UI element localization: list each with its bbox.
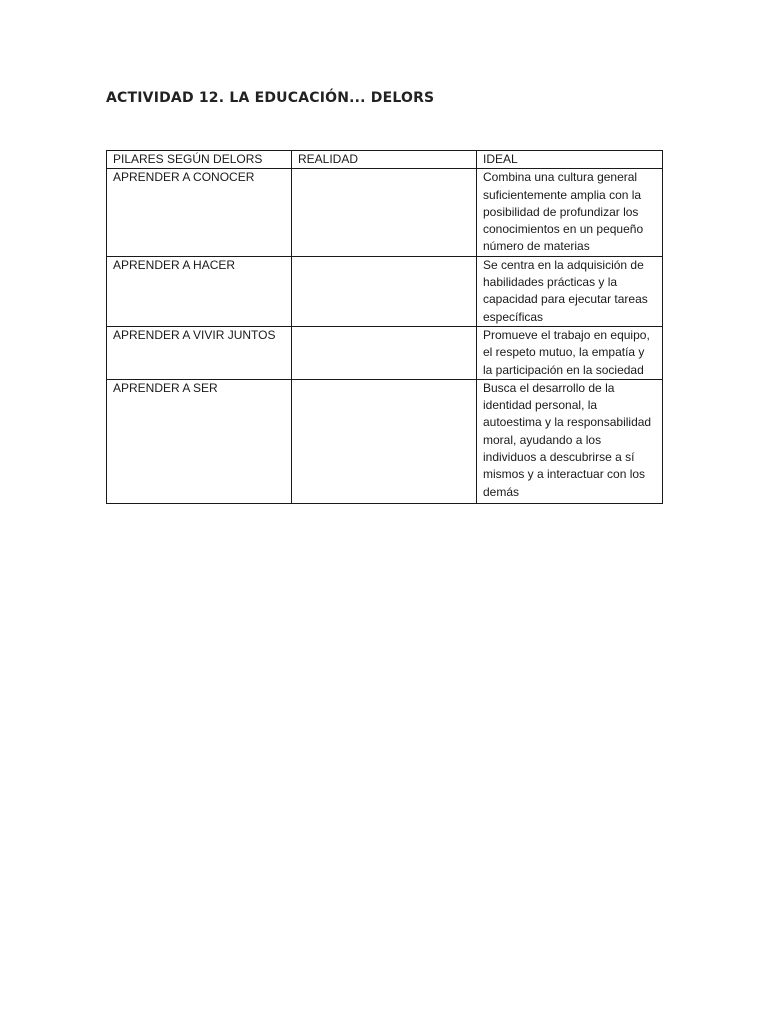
header-cell-ideal[interactable]: IDEAL [477, 151, 663, 169]
realidad-cell[interactable] [292, 326, 477, 379]
header-cell-pilares[interactable]: PILARES SEGÚN DELORS [107, 151, 292, 169]
table-row [107, 169, 663, 256]
ideal-cell[interactable]: Se centra en la adquisición de habilidades prácticas y la capacidad para ejecutar tareas específicas [477, 256, 663, 326]
ideal-cell[interactable]: Promueve el trabajo en equipo, el respeto mutuo, la empatía y la participación en la sociedad [477, 326, 663, 379]
table-row [107, 256, 663, 326]
pilar-cell[interactable]: APRENDER A VIVIR JUNTOS [107, 326, 292, 379]
pillars-table [106, 150, 663, 504]
realidad-cell[interactable] [292, 256, 477, 326]
realidad-cell[interactable] [292, 169, 477, 256]
pilar-cell[interactable]: APRENDER A SER [107, 379, 292, 503]
table-header-row [107, 151, 663, 169]
pilar-cell[interactable]: APRENDER A HACER [107, 256, 292, 326]
ideal-cell[interactable]: Combina una cultura general suficientemente amplia con la posibilidad de profundizar los conocimientos en un pequeño número de materias [477, 169, 663, 256]
ideal-cell[interactable]: Busca el desarrollo de la identidad personal, la autoestima y la responsabilidad moral, ayudando a los individuos a descubrirse a sí mismos y a interactuar con los demás [477, 379, 663, 503]
realidad-cell[interactable] [292, 379, 477, 503]
page-title: ACTIVIDAD 12. LA EDUCACIÓN... DELORS [106, 90, 435, 106]
pilar-cell[interactable]: APRENDER A CONOCER [107, 169, 292, 256]
table-row [107, 326, 663, 379]
table-row [107, 379, 663, 503]
header-cell-realidad[interactable]: REALIDAD [292, 151, 477, 169]
